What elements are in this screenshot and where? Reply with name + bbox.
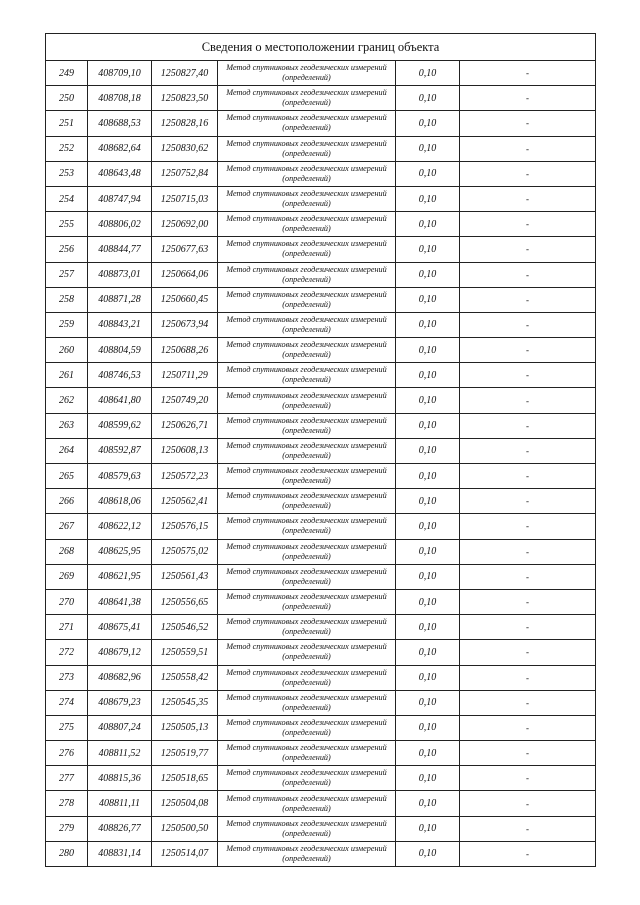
coord-y: 1250677,63 (152, 237, 218, 262)
table-row (46, 111, 596, 136)
coord-x: 408843,21 (88, 312, 152, 337)
note: - (460, 262, 596, 287)
accuracy: 0,10 (396, 186, 460, 211)
coord-x: 408747,94 (88, 186, 152, 211)
accuracy: 0,10 (396, 690, 460, 715)
coord-x: 408641,80 (88, 388, 152, 413)
accuracy: 0,10 (396, 841, 460, 866)
table-row (46, 262, 596, 287)
point-number: 264 (46, 438, 88, 463)
coord-y: 1250500,50 (152, 816, 218, 841)
coord-x: 408826,77 (88, 816, 152, 841)
note: - (460, 338, 596, 363)
note: - (460, 514, 596, 539)
table-row (46, 539, 596, 564)
point-number: 254 (46, 186, 88, 211)
coord-y: 1250608,13 (152, 438, 218, 463)
coord-y: 1250519,77 (152, 741, 218, 766)
table-row (46, 690, 596, 715)
coord-x: 408679,23 (88, 690, 152, 715)
method-text: Метод спутниковых геодезических измерений (определений) (218, 741, 396, 766)
method-text: Метод спутниковых геодезических измерений (определений) (218, 589, 396, 614)
note: - (460, 564, 596, 589)
coord-x: 408679,12 (88, 640, 152, 665)
coord-x: 408709,10 (88, 61, 152, 86)
method-text: Метод спутниковых геодезических измерений (определений) (218, 791, 396, 816)
coord-y: 1250752,84 (152, 161, 218, 186)
note: - (460, 589, 596, 614)
point-number: 278 (46, 791, 88, 816)
accuracy: 0,10 (396, 388, 460, 413)
accuracy: 0,10 (396, 212, 460, 237)
accuracy: 0,10 (396, 363, 460, 388)
coord-y: 1250715,03 (152, 186, 218, 211)
method-text: Метод спутниковых геодезических измерений (определений) (218, 388, 396, 413)
point-number: 272 (46, 640, 88, 665)
table-row (46, 388, 596, 413)
point-number: 251 (46, 111, 88, 136)
method-text: Метод спутниковых геодезических измерений (определений) (218, 186, 396, 211)
table-row (46, 464, 596, 489)
point-number: 279 (46, 816, 88, 841)
note: - (460, 61, 596, 86)
note: - (460, 186, 596, 211)
note: - (460, 539, 596, 564)
method-text: Метод спутниковых геодезических измерений (определений) (218, 312, 396, 337)
table-row (46, 61, 596, 86)
point-number: 274 (46, 690, 88, 715)
accuracy: 0,10 (396, 564, 460, 589)
note: - (460, 741, 596, 766)
coord-x: 408641,38 (88, 589, 152, 614)
table-row (46, 186, 596, 211)
note: - (460, 161, 596, 186)
note: - (460, 841, 596, 866)
note: - (460, 464, 596, 489)
table-row (46, 640, 596, 665)
coord-y: 1250545,35 (152, 690, 218, 715)
coord-y: 1250830,62 (152, 136, 218, 161)
coord-x: 408807,24 (88, 715, 152, 740)
accuracy: 0,10 (396, 766, 460, 791)
coord-x: 408815,36 (88, 766, 152, 791)
coord-y: 1250514,07 (152, 841, 218, 866)
coord-x: 408811,52 (88, 741, 152, 766)
table-title: Сведения о местоположении границ объекта (46, 34, 596, 61)
coord-x: 408804,59 (88, 338, 152, 363)
note: - (460, 388, 596, 413)
point-number: 269 (46, 564, 88, 589)
point-number: 270 (46, 589, 88, 614)
coord-x: 408682,96 (88, 665, 152, 690)
table-row (46, 589, 596, 614)
table-row (46, 489, 596, 514)
method-text: Метод спутниковых геодезических измерений (определений) (218, 287, 396, 312)
note: - (460, 312, 596, 337)
accuracy: 0,10 (396, 312, 460, 337)
note: - (460, 715, 596, 740)
coord-x: 408643,48 (88, 161, 152, 186)
coord-y: 1250823,50 (152, 86, 218, 111)
method-text: Метод спутниковых геодезических измерений (определений) (218, 715, 396, 740)
table-row (46, 136, 596, 161)
method-text: Метод спутниковых геодезических измерений (определений) (218, 61, 396, 86)
coord-x: 408811,11 (88, 791, 152, 816)
point-number: 256 (46, 237, 88, 262)
point-number: 255 (46, 212, 88, 237)
accuracy: 0,10 (396, 136, 460, 161)
table-body (46, 34, 596, 867)
table-row (46, 665, 596, 690)
coord-x: 408746,53 (88, 363, 152, 388)
point-number: 262 (46, 388, 88, 413)
accuracy: 0,10 (396, 111, 460, 136)
note: - (460, 212, 596, 237)
coord-x: 408579,63 (88, 464, 152, 489)
point-number: 252 (46, 136, 88, 161)
point-number: 257 (46, 262, 88, 287)
coord-y: 1250660,45 (152, 287, 218, 312)
method-text: Метод спутниковых геодезических измерений (определений) (218, 237, 396, 262)
note: - (460, 615, 596, 640)
method-text: Метод спутниковых геодезических измерений (определений) (218, 816, 396, 841)
coord-x: 408682,64 (88, 136, 152, 161)
table-row (46, 86, 596, 111)
point-number: 253 (46, 161, 88, 186)
coord-x: 408625,95 (88, 539, 152, 564)
coord-x: 408844,77 (88, 237, 152, 262)
point-number: 265 (46, 464, 88, 489)
coord-y: 1250546,52 (152, 615, 218, 640)
table-row (46, 438, 596, 463)
table-row (46, 841, 596, 866)
coord-y: 1250561,43 (152, 564, 218, 589)
point-number: 259 (46, 312, 88, 337)
point-number: 271 (46, 615, 88, 640)
coord-y: 1250518,65 (152, 766, 218, 791)
note: - (460, 489, 596, 514)
coord-x: 408688,53 (88, 111, 152, 136)
note: - (460, 791, 596, 816)
table-row (46, 741, 596, 766)
method-text: Метод спутниковых геодезических измерений (определений) (218, 413, 396, 438)
point-number: 276 (46, 741, 88, 766)
method-text: Метод спутниковых геодезических измерений (определений) (218, 615, 396, 640)
point-number: 277 (46, 766, 88, 791)
point-number: 249 (46, 61, 88, 86)
coord-y: 1250673,94 (152, 312, 218, 337)
coord-y: 1250827,40 (152, 61, 218, 86)
coord-y: 1250562,41 (152, 489, 218, 514)
accuracy: 0,10 (396, 665, 460, 690)
coord-y: 1250688,26 (152, 338, 218, 363)
note: - (460, 640, 596, 665)
method-text: Метод спутниковых геодезических измерений (определений) (218, 363, 396, 388)
table-header-row (46, 34, 596, 61)
point-number: 261 (46, 363, 88, 388)
boundary-table (45, 33, 596, 867)
method-text: Метод спутниковых геодезических измерений (определений) (218, 262, 396, 287)
point-number: 268 (46, 539, 88, 564)
accuracy: 0,10 (396, 237, 460, 262)
method-text: Метод спутниковых геодезических измерений (определений) (218, 640, 396, 665)
coord-y: 1250711,29 (152, 363, 218, 388)
table-row (46, 564, 596, 589)
accuracy: 0,10 (396, 338, 460, 363)
accuracy: 0,10 (396, 413, 460, 438)
table-row (46, 413, 596, 438)
accuracy: 0,10 (396, 287, 460, 312)
table-row (46, 212, 596, 237)
note: - (460, 690, 596, 715)
table-row (46, 237, 596, 262)
method-text: Метод спутниковых геодезических измерений (определений) (218, 489, 396, 514)
table-row (46, 514, 596, 539)
point-number: 273 (46, 665, 88, 690)
accuracy: 0,10 (396, 161, 460, 186)
method-text: Метод спутниковых геодезических измерений (определений) (218, 766, 396, 791)
table-row (46, 161, 596, 186)
method-text: Метод спутниковых геодезических измерений (определений) (218, 338, 396, 363)
accuracy: 0,10 (396, 464, 460, 489)
coord-x: 408618,06 (88, 489, 152, 514)
method-text: Метод спутниковых геодезических измерений (определений) (218, 161, 396, 186)
accuracy: 0,10 (396, 640, 460, 665)
accuracy: 0,10 (396, 741, 460, 766)
point-number: 275 (46, 715, 88, 740)
accuracy: 0,10 (396, 262, 460, 287)
coord-y: 1250626,71 (152, 413, 218, 438)
method-text: Метод спутниковых геодезических измерений (определений) (218, 464, 396, 489)
note: - (460, 237, 596, 262)
coord-y: 1250664,06 (152, 262, 218, 287)
note: - (460, 111, 596, 136)
method-text: Метод спутниковых геодезических измерений (определений) (218, 514, 396, 539)
method-text: Метод спутниковых геодезических измерений (определений) (218, 564, 396, 589)
method-text: Метод спутниковых геодезических измерений (определений) (218, 841, 396, 866)
table-row (46, 715, 596, 740)
note: - (460, 816, 596, 841)
coord-y: 1250504,08 (152, 791, 218, 816)
accuracy: 0,10 (396, 615, 460, 640)
point-number: 260 (46, 338, 88, 363)
method-text: Метод спутниковых геодезических измерений (определений) (218, 539, 396, 564)
coord-x: 408871,28 (88, 287, 152, 312)
note: - (460, 665, 596, 690)
coord-y: 1250558,42 (152, 665, 218, 690)
accuracy: 0,10 (396, 489, 460, 514)
method-text: Метод спутниковых геодезических измерений (определений) (218, 212, 396, 237)
note: - (460, 413, 596, 438)
accuracy: 0,10 (396, 61, 460, 86)
method-text: Метод спутниковых геодезических измерений (определений) (218, 690, 396, 715)
note: - (460, 136, 596, 161)
point-number: 258 (46, 287, 88, 312)
method-text: Метод спутниковых геодезических измерений (определений) (218, 86, 396, 111)
table-row (46, 766, 596, 791)
accuracy: 0,10 (396, 514, 460, 539)
coord-x: 408592,87 (88, 438, 152, 463)
coord-y: 1250692,00 (152, 212, 218, 237)
point-number: 263 (46, 413, 88, 438)
table-row (46, 363, 596, 388)
point-number: 267 (46, 514, 88, 539)
coord-x: 408831,14 (88, 841, 152, 866)
accuracy: 0,10 (396, 816, 460, 841)
coord-y: 1250559,51 (152, 640, 218, 665)
coord-x: 408675,41 (88, 615, 152, 640)
table-row (46, 791, 596, 816)
coord-x: 408599,62 (88, 413, 152, 438)
table-row (46, 338, 596, 363)
coord-x: 408622,12 (88, 514, 152, 539)
table-row (46, 816, 596, 841)
accuracy: 0,10 (396, 539, 460, 564)
table-row (46, 615, 596, 640)
point-number: 250 (46, 86, 88, 111)
coord-x: 408708,18 (88, 86, 152, 111)
coord-y: 1250556,65 (152, 589, 218, 614)
coord-x: 408806,02 (88, 212, 152, 237)
note: - (460, 363, 596, 388)
table-row (46, 287, 596, 312)
method-text: Метод спутниковых геодезических измерений (определений) (218, 136, 396, 161)
coord-y: 1250576,15 (152, 514, 218, 539)
note: - (460, 438, 596, 463)
note: - (460, 287, 596, 312)
table-row (46, 312, 596, 337)
accuracy: 0,10 (396, 791, 460, 816)
note: - (460, 766, 596, 791)
method-text: Метод спутниковых геодезических измерений (определений) (218, 438, 396, 463)
coord-y: 1250572,23 (152, 464, 218, 489)
coord-y: 1250749,20 (152, 388, 218, 413)
coord-x: 408873,01 (88, 262, 152, 287)
point-number: 266 (46, 489, 88, 514)
coord-x: 408621,95 (88, 564, 152, 589)
coord-y: 1250575,02 (152, 539, 218, 564)
method-text: Метод спутниковых геодезических измерений (определений) (218, 665, 396, 690)
accuracy: 0,10 (396, 715, 460, 740)
accuracy: 0,10 (396, 438, 460, 463)
accuracy: 0,10 (396, 86, 460, 111)
method-text: Метод спутниковых геодезических измерений (определений) (218, 111, 396, 136)
note: - (460, 86, 596, 111)
coord-y: 1250505,13 (152, 715, 218, 740)
accuracy: 0,10 (396, 589, 460, 614)
point-number: 280 (46, 841, 88, 866)
coord-y: 1250828,16 (152, 111, 218, 136)
